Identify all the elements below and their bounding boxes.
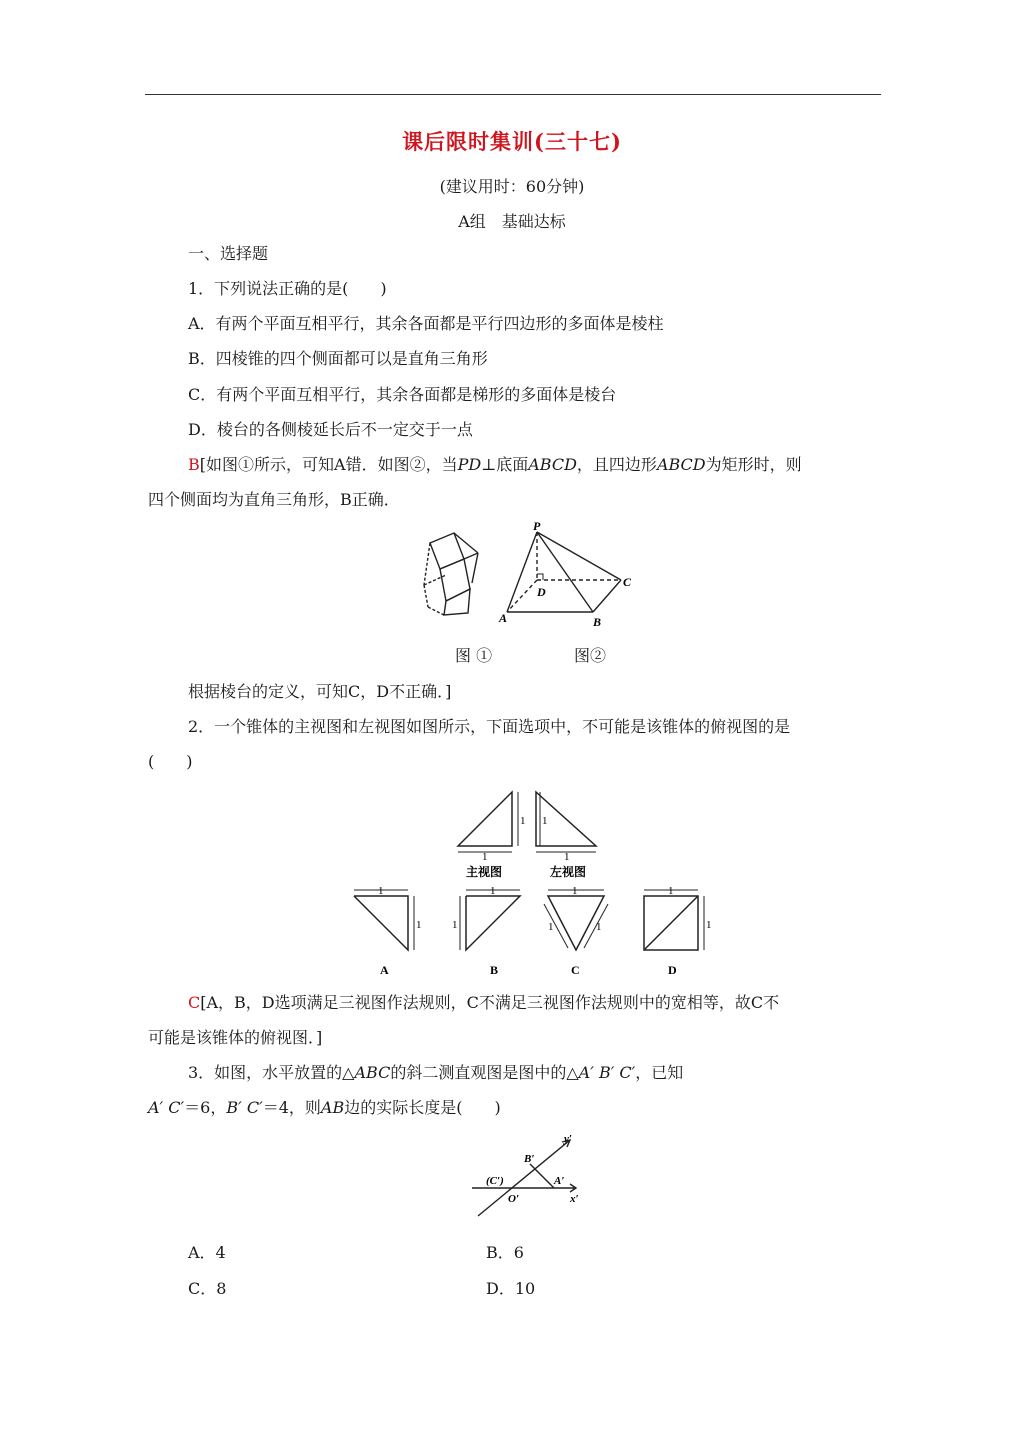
section-heading: 一、选择题 — [188, 244, 269, 263]
svg-text:1: 1 — [548, 921, 554, 933]
q1-option-c: C．有两个平面互相平行，其余各面都是梯形的多面体是棱台 — [188, 385, 617, 404]
q3-figure — [468, 1130, 593, 1222]
svg-text:1: 1 — [596, 921, 602, 933]
q3-label-y: y′ — [564, 1133, 572, 1145]
q2-stem-paren: ( ) — [148, 752, 193, 771]
q3-option-b: B．6 — [486, 1243, 524, 1262]
q3-label-x: x′ — [570, 1193, 579, 1205]
q1-explanation-line2: 四个侧面均为直角三角形，B正确． — [148, 490, 400, 509]
q2-option-a-label: A — [380, 963, 389, 976]
q3-option-a: A．4 — [188, 1243, 226, 1262]
q3-label-o: O′ — [508, 1193, 520, 1205]
q1-answer: B — [188, 455, 200, 474]
svg-text:1: 1 — [416, 919, 422, 931]
svg-text:1: 1 — [452, 919, 458, 931]
q1-figure-1 — [420, 525, 490, 620]
svg-text:1: 1 — [490, 885, 496, 897]
q2-front-side-views — [450, 782, 610, 882]
q2-answer: C — [188, 993, 201, 1012]
fig1-caption: 图 ① — [455, 646, 493, 665]
q3-option-c: C．8 — [188, 1279, 227, 1298]
header-rule — [145, 94, 881, 95]
fig2-label-b: B — [593, 615, 602, 628]
svg-text:1: 1 — [542, 815, 548, 827]
q2-option-d-label: D — [668, 963, 677, 976]
q3-option-d: D．10 — [486, 1279, 536, 1298]
fig2-label-a: A — [499, 611, 508, 625]
q2-option-b-label: B — [490, 963, 499, 976]
q1-stem: 1．下列说法正确的是( ) — [188, 279, 387, 298]
q3-stem-line1: 3．如图，水平放置的△ABC的斜二测直观图是图中的△A′ B′ C′，已知 — [188, 1063, 684, 1082]
side-view-label: 左视图 — [550, 865, 587, 879]
q3-label-b: B′ — [524, 1153, 535, 1165]
q3-stem-line2: A′ C′＝6，B′ C′＝4，则AB边的实际长度是( ) — [148, 1098, 501, 1117]
svg-text:1: 1 — [706, 919, 712, 931]
fig2-label-p: P — [533, 519, 541, 533]
q3-label-a: A′ — [554, 1175, 565, 1187]
fig2-label-d: D — [537, 585, 546, 599]
svg-text:1: 1 — [668, 885, 674, 897]
front-view-label: 主视图 — [466, 865, 503, 879]
q1-option-a: A．有两个平面互相平行，其余各面都是平行四边形的多面体是棱柱 — [188, 314, 664, 333]
q2-explanation-line1: C[A，B，D选项满足三视图作法规则，C不满足三视图作法规则中的宽相等，故C不 — [188, 993, 780, 1012]
svg-text:1: 1 — [482, 851, 488, 863]
q2-explanation-line2: 可能是该锥体的俯视图．] — [148, 1028, 323, 1047]
q2-option-c-label: C — [571, 963, 580, 976]
q1-option-b: B．四棱锥的四个侧面都可以是直角三角形 — [188, 349, 488, 368]
group-heading: A组 基础达标 — [458, 212, 566, 231]
svg-text:1: 1 — [572, 885, 578, 897]
fig2-label-c: C — [623, 575, 632, 589]
svg-text:1: 1 — [378, 885, 384, 897]
time-hint: (建议用时：60分钟) — [439, 177, 585, 196]
q3-label-c: (C′) — [486, 1175, 504, 1187]
q2-stem: 2．一个锥体的主视图和左视图如图所示，下面选项中，不可能是该锥体的俯视图的是 — [188, 717, 791, 736]
q1-option-d: D．棱台的各侧棱延长后不一定交于一点 — [188, 420, 473, 439]
q1-figure-2 — [495, 518, 640, 628]
fig2-caption: 图② — [574, 646, 607, 665]
q1-explanation-line3: 根据棱台的定义，可知C，D不正确．] — [188, 682, 452, 701]
q2-option-views — [350, 884, 720, 976]
page-title: 课后限时集训(三十七) — [402, 129, 622, 154]
q1-explanation-line1: B[如图①所示，可知A错．如图②，当PD⊥底面ABCD，且四边形ABCD为矩形时，则 — [188, 455, 802, 474]
svg-text:1: 1 — [564, 851, 570, 863]
svg-text:1: 1 — [520, 815, 526, 827]
